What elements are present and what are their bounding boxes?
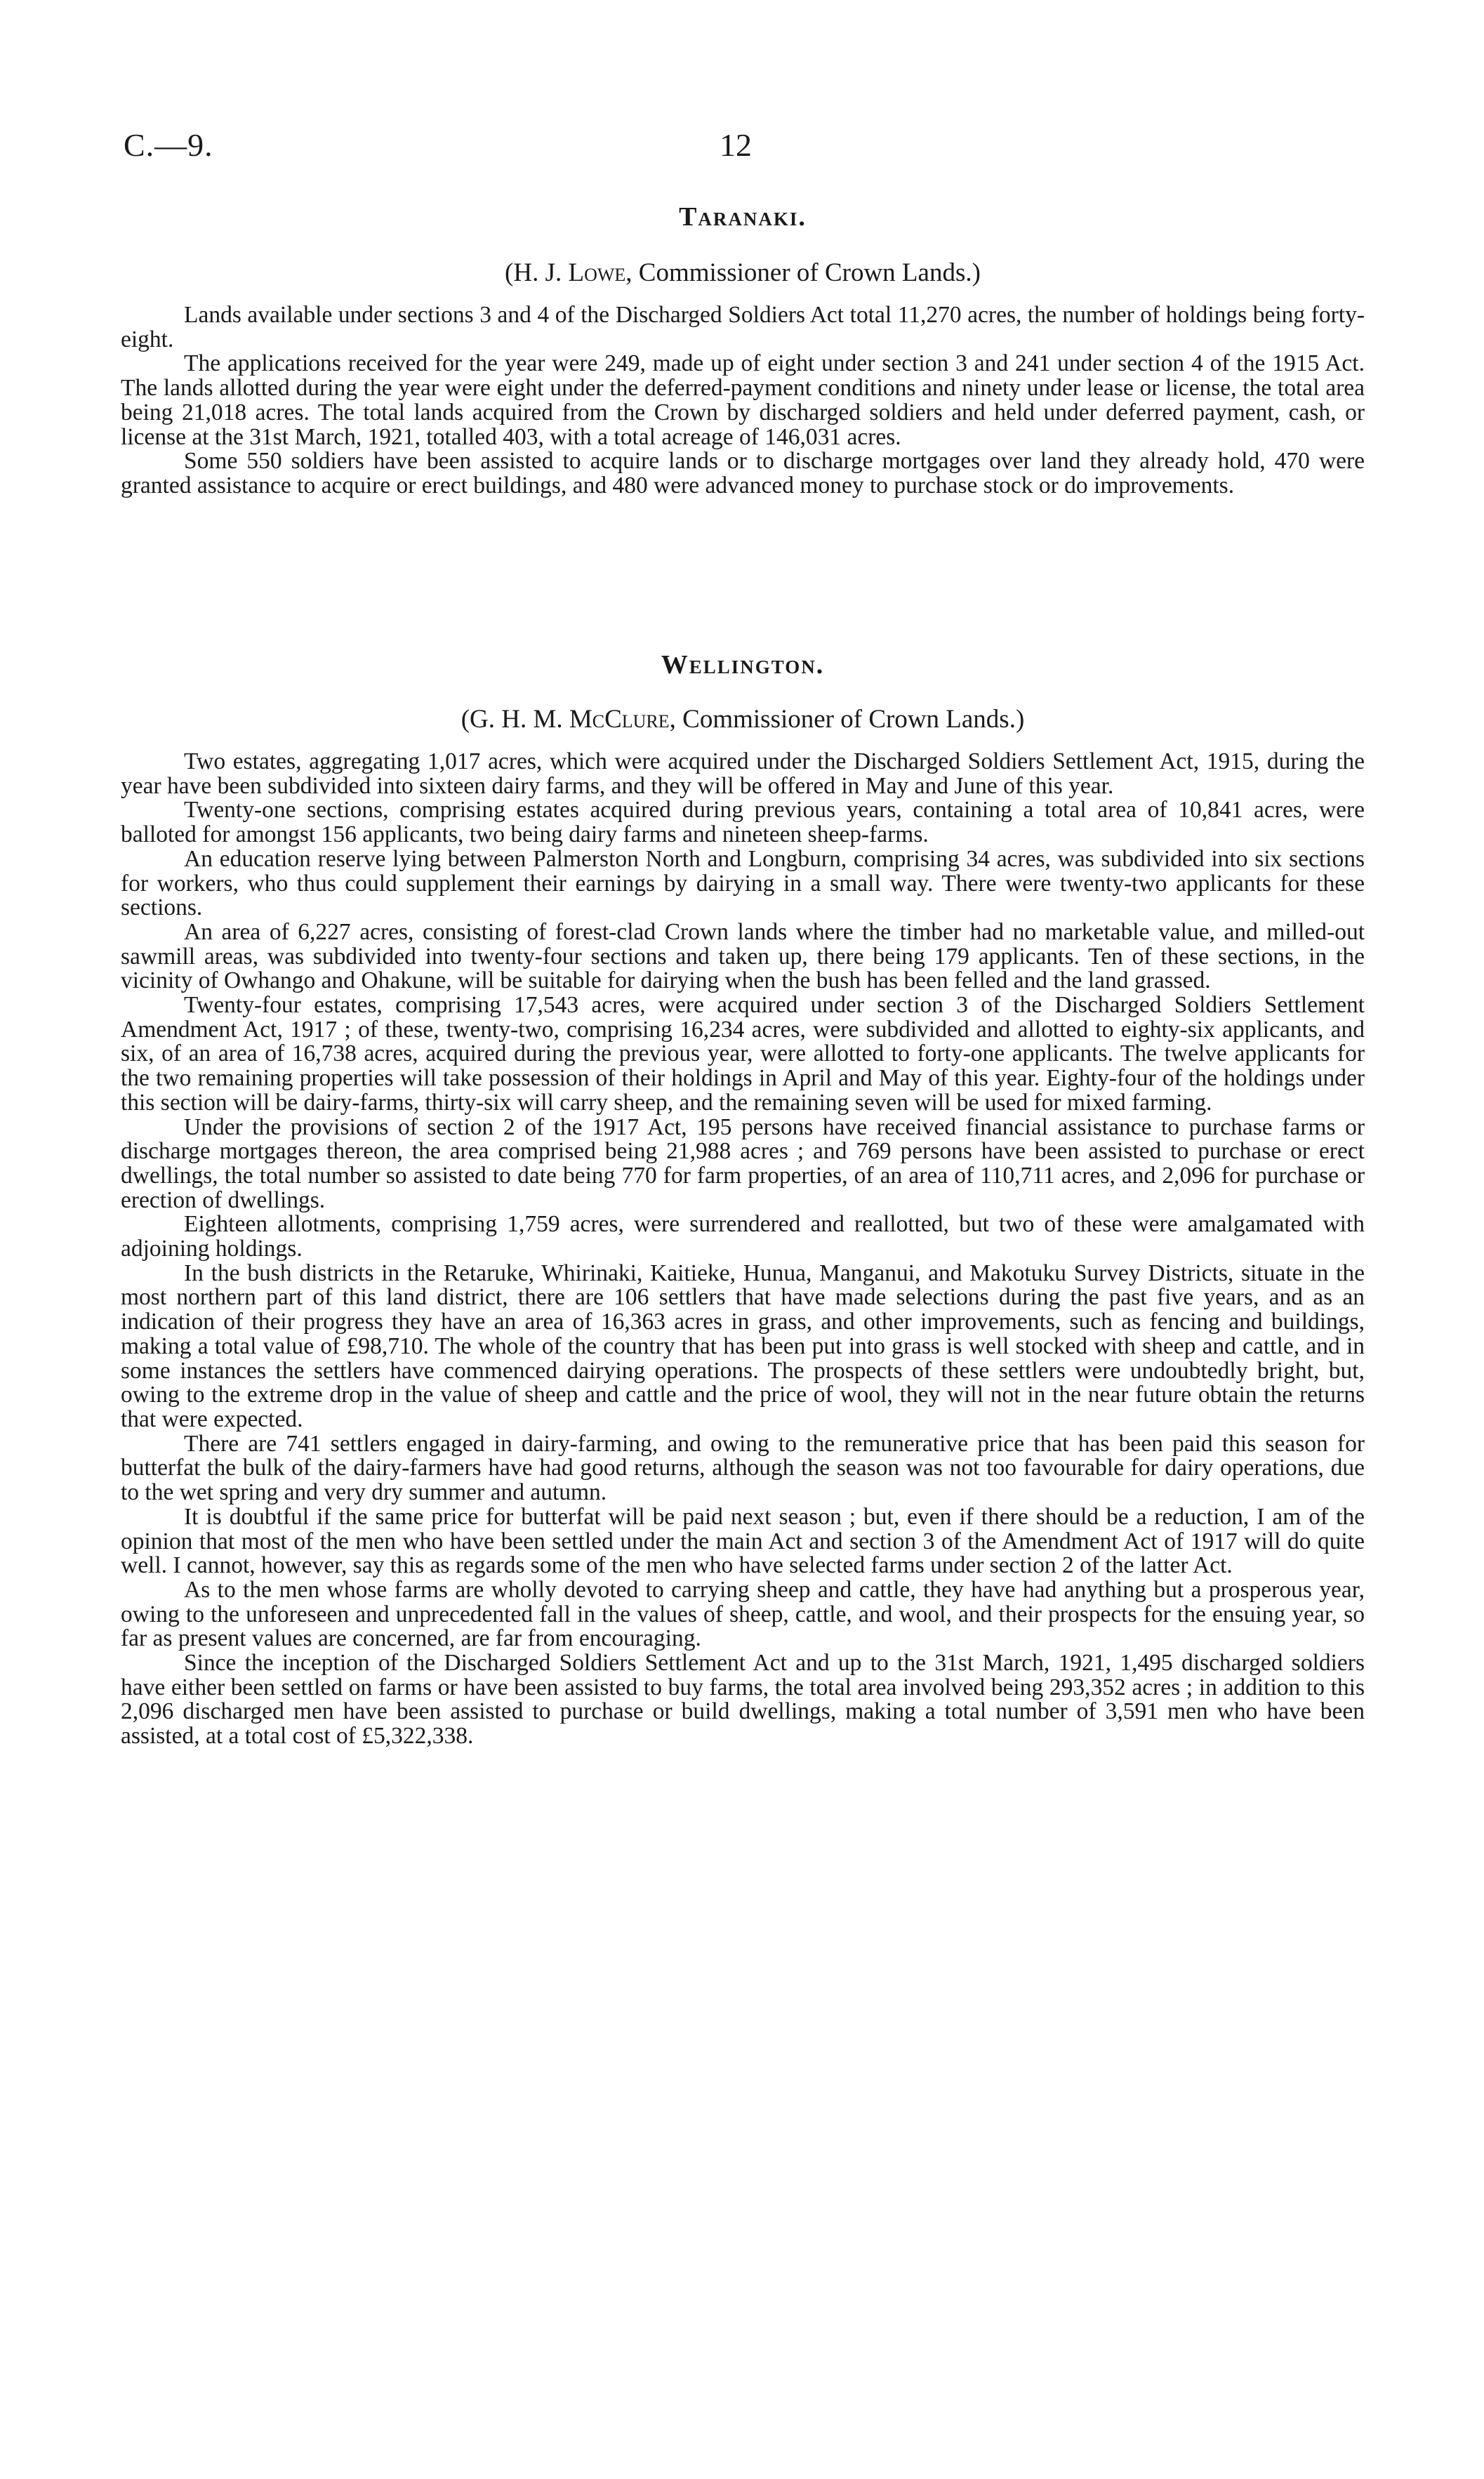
paragraph: Twenty-one sections, comprising estates acquired during previous years, containing a total area of 10,841 acres, were balloted for amongst 156 applicants, two being dairy farms and nineteen sheep-farms. — [121, 797, 1365, 848]
page-number: 12 — [720, 127, 752, 163]
section-title-wellington: Wellington. — [661, 650, 825, 680]
paragraph: An education reserve lying between Palmerston North and Longburn, comprising 34 acres, was subdivided into six sections for workers, who thus could supplement their earnings by dairying in a small way. There were twenty-two applicants for these sections. — [121, 845, 1365, 921]
report-code: C.—9. — [124, 127, 213, 163]
commissioner-role-taranaki: , Commissioner of Crown Lands. — [625, 258, 972, 287]
section-wellington — [121, 649, 1365, 1749]
paragraph: Some 550 soldiers have been assisted to acquire lands or to discharge mortgages over land they already hold, 470 were granted assistance to acquire or erect buildings, and 480 were advanced money to purchase stock or do improvements. — [121, 448, 1365, 498]
section-taranaki — [121, 201, 1365, 498]
paragraph: Lands available under sections 3 and 4 of the Discharged Soldiers Act total 11,270 acres, the number of holdings being forty-eight. — [121, 302, 1365, 352]
paragraph: Under the provisions of section 2 of the 1917 Act, 195 persons have received financial assistance to purchase farms or discharge mortgages thereon, the area comprised being 21,988 acres ; and 769 persons have been assisted to purchase or erect dwellings, the total number so assisted to date being 770 for farm properties, of an area of 110,711 acres, and 2,096 for purchase or erection of dwellings. — [121, 1113, 1365, 1213]
taranaki-body — [121, 303, 1365, 498]
commissioner-name-taranaki: H. J. Lowe — [513, 258, 626, 287]
commissioner-taranaki: (H. J. Lowe, Commissioner of Crown Lands.) — [505, 258, 981, 287]
wellington-body — [121, 750, 1365, 1749]
commissioner-role-wellington: , Commissioner of Crown Lands. — [669, 705, 1016, 734]
paragraph: There are 741 settlers engaged in dairy-farming, and owing to the remunerative price that has been paid this season for butterfat the bulk of the dairy-farmers have had good returns, although the season was not too favourable for dairy operations, due to the wet spring and very dry summer and autumn. — [121, 1430, 1365, 1506]
paragraph: The applications received for the year were 249, made up of eight under section 3 and 241 under section 4 of the 1915 Act. The lands allotted during the year were eight under the deferred-payment conditions and ninety under lease or license, the total area being 21,018 acres. The total lands acquired from the Crown by discharged soldiers and held under deferred payment, cash, or license at the 31st March, 1921, totalled 403, with a total acreage of 146,031 acres. — [121, 350, 1365, 450]
paragraph: Since the inception of the Discharged Soldiers Settlement Act and up to the 31st March, 1921, 1,495 discharged soldiers have either been settled on farms or have been assisted to buy farms, the total area involved being 293,352 acres ; in addition to this 2,096 discharged men have been assisted to purchase or build dwellings, making a total number of 3,591 men who have been assisted, at a total cost of £5,322,338. — [121, 1650, 1365, 1750]
paragraph: Eighteen allotments, comprising 1,759 acres, were surrendered and reallotted, but two of these were amalgamated with adjoining holdings. — [121, 1211, 1365, 1262]
paragraph: Two estates, aggregating 1,017 acres, which were acquired under the Discharged Soldiers Settlement Act, 1915, during the year have been subdivided into sixteen dairy farms, and they will be offered in May and June of this year. — [121, 748, 1365, 799]
commissioner-name-wellington: G. H. M. McClure — [470, 705, 670, 734]
section-title-taranaki: Taranaki. — [679, 202, 807, 232]
paragraph: Twenty-four estates, comprising 17,543 acres, were acquired under section 3 of the Discharged Soldiers Settlement Amendment Act, 1917 ; of these, twenty-two, comprising 16,234 acres, were subdivided and allotted to eighty-six applicants, and six, of an area of 16,738 acres, acquired during the previous year, were allotted to forty-one applicants. The twelve applicants for the two remaining properties will take possession of their holdings in April and May of this year. Eighty-four of the holdings under this section will be dairy-farms, thirty-six will carry sheep, and the remaining seven will be used for mixed farming. — [121, 992, 1365, 1116]
paragraph: In the bush districts in the Retaruke, Whirinaki, Kaitieke, Hunua, Manganui, and Makotuku Survey Districts, situate in the most northern part of this land district, there are 106 settlers that have made selections during the past five years, and as an indication of their progress they have an area of 16,363 acres in grass, and other improvements, such as fencing and buildings, making a total value of £98,710. The whole of the country that has been put into grass is well stocked with sheep and cattle, and in some instances the settlers have commenced dairying operations. The prospects of these settlers were undoubtedly bright, but, owing to the extreme drop in the value of sheep and cattle and the price of wool, they will not in the near future obtain the returns that were expected. — [121, 1260, 1365, 1432]
paragraph: An area of 6,227 acres, consisting of forest-clad Crown lands where the timber had no marketable value, and milled-out sawmill areas, was subdivided into twenty-four sections and taken up, there being 179 applicants. Ten of these sections, in the vicinity of Owhango and Ohakune, will be suitable for dairying when the bush has been felled and the land grassed. — [121, 918, 1365, 994]
paragraph: As to the men whose farms are wholly devoted to carrying sheep and cattle, they have had anything but a prosperous year, owing to the unforeseen and unprecedented fall in the values of sheep, cattle, and wool, and their prospects for the ensuing year, so far as present values are concerned, are far from encouraging. — [121, 1576, 1365, 1652]
paragraph: It is doubtful if the same price for butterfat will be paid next season ; but, even if there should be a reduction, I am of the opinion that most of the men who have been settled under the main Act and section 3 of the Amendment Act of 1917 will do quite well. I cannot, however, say this as regards some of the men who have selected farms under section 2 of the latter Act. — [121, 1503, 1365, 1579]
commissioner-wellington: (G. H. M. McClure, Commissioner of Crown Lands.) — [461, 705, 1025, 734]
